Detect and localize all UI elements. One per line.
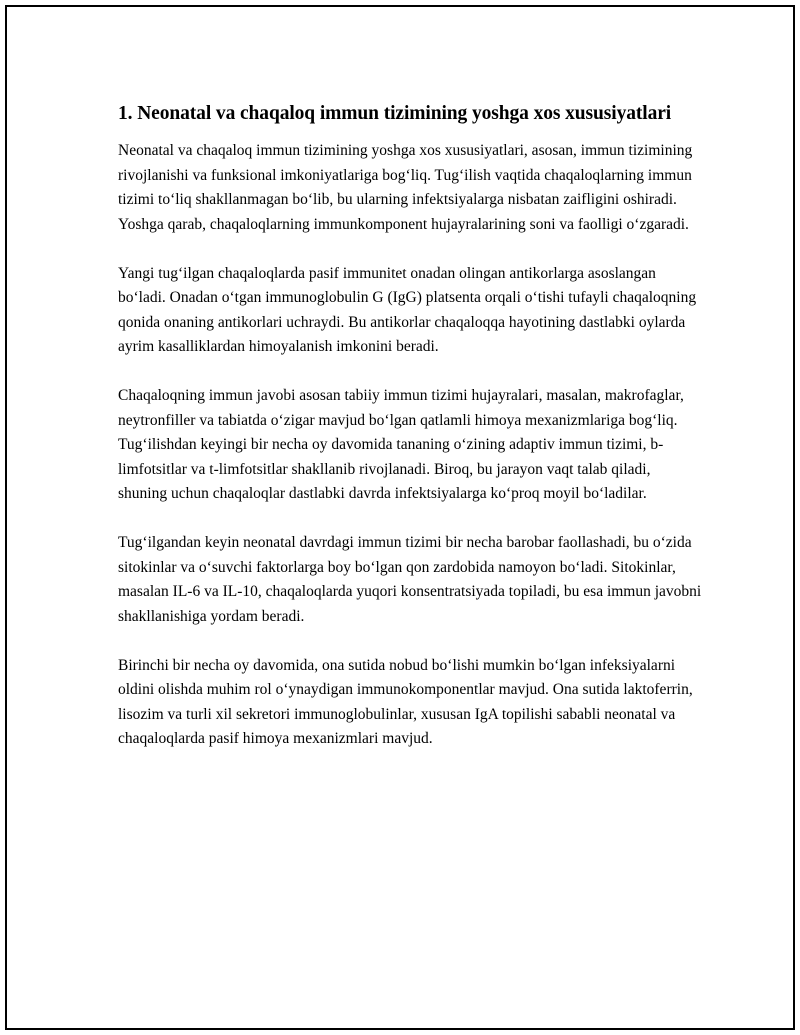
paragraph-4: Tug‘ilgandan keyin neonatal davrdagi immun tizimi bir necha barobar faollashadi, bu o‘zida sitokinlar va o‘suvchi faktorlarga boy bo‘lgan qon zardobida namoyon bo‘ladi. Sitokinlar, masalan IL-6 va IL-10, chaqaloqlarda yuqori konsentratsiyada topiladi, bu esa immun javobni shakllanishiga yordam beradi. xyxy=(118,534,702,625)
paragraph-2: Yangi tug‘ilgan chaqaloqlarda pasif immunitet onadan olingan antikorlarga asoslangan bo‘ladi. Onadan o‘tgan immunoglobulin G (IgG) platsenta orqali o‘tishi tufayli chaqaloqning qonida onaning antikorlari uchraydi. Bu antikorlar chaqaloqqa hayotining dastlabki oylarda ayrim kasalliklardan himoyalanish imkonini beradi. xyxy=(118,264,697,355)
paragraph-1: Neonatal va chaqaloq immun tizimining yoshga xos xususiyatlari, asosan, immun tizimining rivojlanishi va funksional imkoniyatlariga bog‘liq. Tug‘ilish vaqtida chaqaloqlarning immun tizimi to‘liq shakllanmagan bo‘lib, bu ularning infektsiyalarga nisbatan zaifligini oshiradi. Yoshga qarab, chaqaloqlarning immunkomponent hujayralarining soni va faolligi o‘zgaradi. xyxy=(118,142,693,233)
section-heading: 1. Neonatal va chaqaloq immun tizimining yoshga xos xususiyatlari xyxy=(118,103,672,124)
document-body xyxy=(118,99,702,752)
page-frame xyxy=(5,5,795,1030)
paragraph-5: Birinchi bir necha oy davomida, ona sutida nobud bo‘lishi mumkin bo‘lgan infeksiyalarni oldini olishda muhim rol o‘ynaydigan immunokomponentlar mavjud. Ona sutida laktoferrin, lisozim va turli xil sekretori immunoglobulinlar, xususan IgA topilishi sababli neonatal va chaqaloqlarda pasif himoya mexanizmlari mavjud. xyxy=(118,656,693,747)
paragraph-3: Chaqaloqning immun javobi asosan tabiiy immun tizimi hujayralari, masalan, makrofaglar, neytronfiller va tabiatda o‘zigar mavjud bo‘lgan qatlamli himoya mexanizmlariga bog‘liq. Tug‘ilishdan keyingi bir necha oy davomida tananing o‘zining adaptiv immun tizimi, b-limfotsitlar va t-limfotsitlar shakllanib rivojlanadi. Biroq, bu jarayon vaqt talab qiladi, shuning uchun chaqaloqlar dastlabki davrda infektsiyalarga ko‘proq moyil bo‘ladilar. xyxy=(118,387,684,502)
